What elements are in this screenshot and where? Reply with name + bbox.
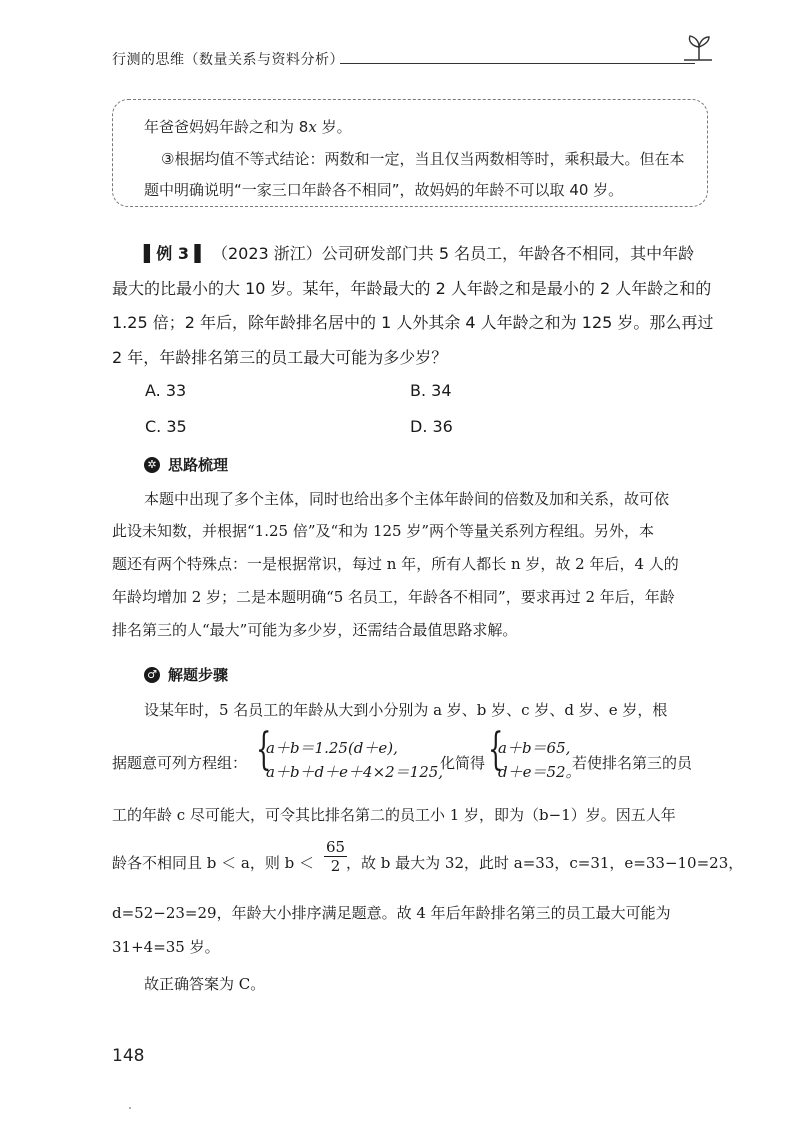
fraction-denominator: 2 [330,857,341,875]
solution-line-6: 31+4=35 岁。 [112,938,220,956]
analysis-line-3: 题还有两个特殊点：一是根据常识，每过 n 年，所有人都长 n 岁，故 2 年后，4 人的 [112,555,679,573]
example-line-4: 2 年，年龄排名第三的员工最大可能为多少岁？ [112,348,448,367]
note-line-2: ③根据均值不等式结论：两数和一定，当且仅当两数相等时，乘积最大。但在本 [161,150,685,168]
running-head: 行测的思维（数量关系与资料分析） [112,52,344,68]
equation-intro: 据题意可列方程组： [112,754,248,772]
equation-1b: a＋b＋d＋e＋4×2＝125, [266,763,444,781]
scan-speck [129,1107,131,1109]
page-number: 148 [112,1046,145,1066]
steps-icon: ♂ [144,667,160,683]
gear-icon: ✲ [144,457,160,473]
analysis-line-2: 此设未知数，并根据“1.25 倍”及“和为 125 岁”两个等量关系列方程组。另外，本 [112,522,655,540]
example-line-1: ▌例 3 ▌ （2023 浙江）公司研发部门共 5 名员工，年龄各不相同，其中年龄 [144,244,695,263]
analysis-line-5: 排名第三的人“最大”可能为多少岁，还需结合最值思路求解。 [112,621,518,639]
solution-line-3: 工的年龄 c 尽可能大，可令其比排名第二的员工小 1 岁，即为（b−1）岁。因五人年 [112,806,676,824]
equation-2a: a＋b＝65, [498,739,571,757]
left-brace-1: { [256,724,272,775]
solution-line-4-pre: 龄各不相同且 b ＜ a，则 b ＜ [112,854,314,872]
left-brace-2: { [488,724,504,775]
equation-1a: a＋b＝1.25(d＋e), [266,739,398,757]
example-label: ▌例 3 ▌ [144,244,207,263]
analysis-heading: ✲ 思路梳理 [144,454,228,475]
fraction-65-over-2 [324,838,347,875]
solution-heading: ♂ 解题步骤 [144,664,228,685]
header-rule [340,63,695,64]
equation-tail: 若使排名第三的员 [572,754,693,772]
note-line-3: 题中明确说明“一家三口年龄各不相同”，故妈妈的年龄不可以取 40 岁。 [144,181,624,199]
note-line-1: 年爸爸妈妈年龄之和为 8x 岁。 [144,118,352,136]
equation-2b: d＋e＝52。 [498,763,581,781]
solution-line-1: 设某年时，5 名员工的年龄从大到小分别为 a 岁、b 岁、c 岁、d 岁、e 岁，根 [144,701,668,719]
option-b: B. 34 [410,381,452,400]
solution-line-4-post: ，故 b 最大为 32，此时 a=33，c=31，e=33−10=23， [346,854,744,872]
example-line-3: 1.25 倍；2 年后，除年龄排名居中的 1 人外其余 4 人年龄之和为 125 岁。那么再过 [112,313,714,332]
equation-simplify-label: 化简得 [440,754,486,772]
example-line-2: 最大的比最小的大 10 岁。某年，年龄最大的 2 人年龄之和是最小的 2 人年龄之和的 [112,279,712,298]
fraction-numerator: 65 [326,838,346,856]
sprout-icon [682,32,716,62]
answer-line: 故正确答案为 C。 [144,975,266,993]
analysis-line-1: 本题中出现了多个主体，同时也给出多个主体年龄间的倍数及加和关系，故可依 [144,490,670,508]
option-a: A. 33 [145,381,187,400]
option-c: C. 35 [145,417,187,436]
option-d: D. 36 [410,417,453,436]
solution-line-5: d=52−23=29，年龄大小排序满足题意。故 4 年后年龄排名第三的员工最大可能为 [112,904,671,922]
analysis-line-4: 年龄均增加 2 岁；二是本题明确“5 名员工，年龄各不相同”，要求再过 2 年后，年龄 [112,588,675,606]
